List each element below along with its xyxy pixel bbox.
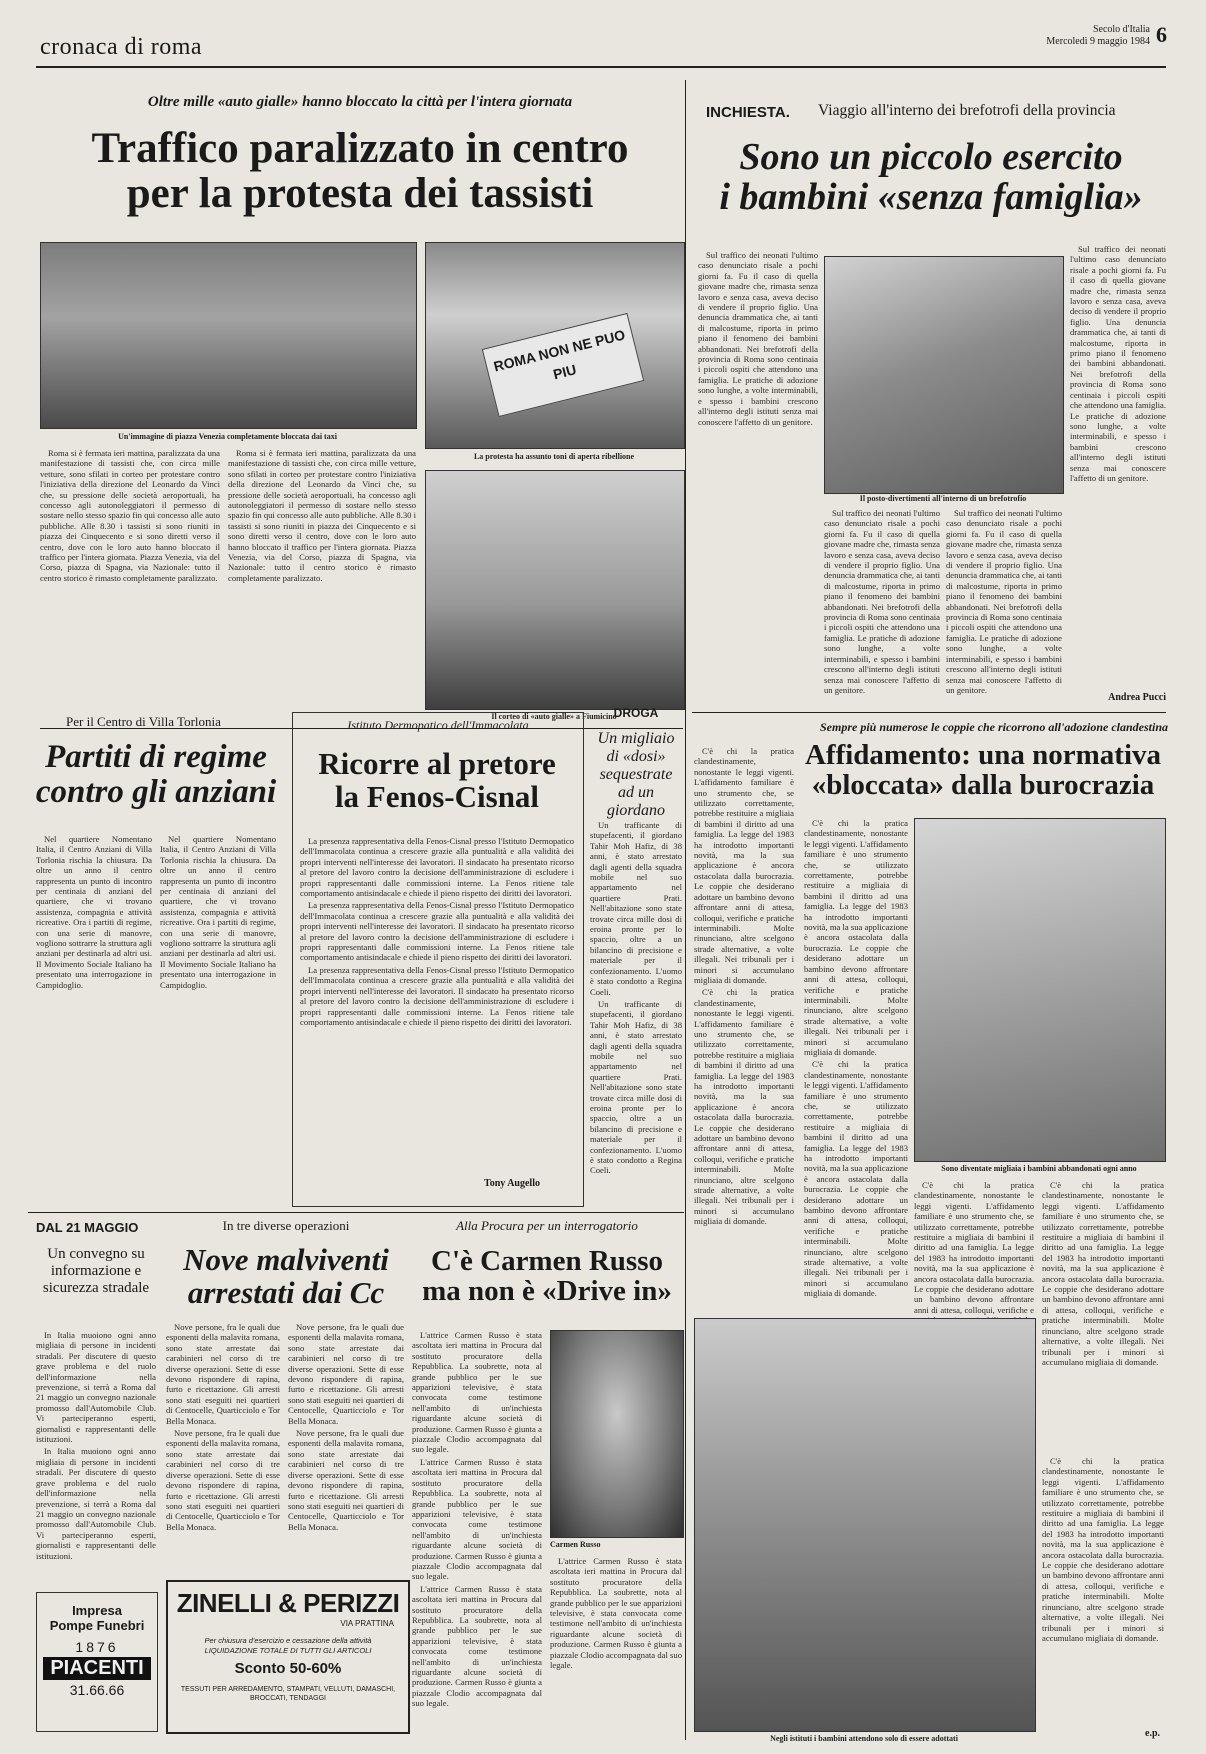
taxi-headline-line1: Traffico paralizzato in centro <box>91 125 629 172</box>
column-divider <box>685 80 686 1740</box>
fenos-kicker: Istituto Dermopatico dell'Immacolata <box>347 718 529 732</box>
adozione-headline <box>800 740 1166 801</box>
ad-name: ZINELLI & PERIZZI <box>176 1588 400 1618</box>
convegno-headline: Un convegno su informazione e sicurezza stradale <box>42 1246 150 1296</box>
adozione-body-col3: C'è chi la pratica clandestinamente, nonostante le leggi vigenti. L'affidamento familiare è uno strumento che, se utilizzato correttamente, potrebbe restituire a migliaia di bambini il diritto ad una famiglia. La legge del 1983 ha introdotto importanti novità, ma la sua applicazione è ancora ostacolata dalla burocrazia. Le coppie che desiderano adottare un bambino devono affrontare anni di attesa, colloqui, verifiche e <box>914 1180 1034 1315</box>
funebri-year: 1876 <box>75 1639 119 1655</box>
section-title: cronaca di roma <box>40 34 203 60</box>
villa-headline-line2: contro gli anziani <box>35 773 277 810</box>
malviventi-body-col2: Nove persone, fra le quali due esponenti della malavita romana, sono state arrestate dai carabinieri nel corso di tre diverse operazioni. Sette di esse devono rispondere di rapina, furto e ricettazione. Gli arresti sono stati eseguiti nei quartieri di Centocelle, Quarticciolo e Tor Bella Monaca. Nove persone, fra le quali due esponenti della malavita romana, sono state arrestate dai carabinieri nel corso di tre diverse operazioni. Sette di esse devono rispondere di rapina, furto e ricettazione. Gli arresti sono stati eseguiti nei quartieri di Centocelle, Quarticciolo e Tor Bella Monaca. <box>288 1322 404 1532</box>
photo-istituto <box>694 1318 1036 1732</box>
carmen-headline <box>412 1246 682 1307</box>
funebri-phone: 31.66.66 <box>69 1682 125 1698</box>
ad-footer: TESSUTI PER ARREDAMENTO, STAMPATI, VELLUTI, DAMASCHI, BROCCATI, TENDAGGI <box>180 1686 396 1702</box>
carmen-headline-line2: ma non è «Drive in» <box>422 1275 672 1308</box>
ad-address: VIA PRATTINA <box>340 1619 394 1628</box>
issue-date: Mercoledì 9 maggio 1984 <box>1046 36 1150 47</box>
carmen-kicker: Alla Procura per un interrogatorio <box>456 1218 638 1233</box>
section-rule <box>28 1212 684 1213</box>
malviventi-headline-line1: Nove malviventi <box>183 1242 389 1277</box>
masthead-rule <box>36 66 1166 68</box>
malviventi-kicker: In tre diverse operazioni <box>222 1218 350 1233</box>
ad-zinelli-perizzi <box>166 1580 410 1734</box>
adozione-body-col1: C'è chi la pratica clandestinamente, nonostante le leggi vigenti. L'affidamento familiare è uno strumento che, se utilizzato correttamente, potrebbe restituire a migliaia di bambini il diritto ad una famiglia. La legge del 1983 ha introdotto importanti novità, ma la sua applicazione è ancora ostacolata dalla burocrazia. Le coppie che desiderano adottare un bambino devono affrontare anni di attesa, colloqui, verifiche e pratiche interminabili. Molte rinunciano, altre scelgono strade alternative, a volte illegali. Nei tribunali per i minori si accumulano migliaia di domande. C'è chi la pratica clandestinamente, nonostante le leggi vigenti. L'affidamento familiare è uno strumento che, se utilizzato correttamente, potrebbe restituire a migliaia di bambini il diritto ad una famiglia. La legge del 1983 ha introdotto importanti novità, ma la sua applicazione è ancora ostacolata dalla burocrazia. Le coppie che desiderano adottare un bambino devono affrontare anni di attesa, colloqui, verifiche e pratiche interminabili. Molte rinunciano, altre scelgono strade alternative, a volte illegali. Nei tribunali per i minori si accumulano migliaia di domande. <box>694 746 794 1227</box>
carmen-body-col2: L'attrice Carmen Russo è stata ascoltata ieri mattina in Procura dal sostituto procuratore della Repubblica. La soubrette, nota al grande pubblico per le sue apparizioni televisive, è stata convocata come testimone nell'ambito di un'inchiesta riguardante alcune società di produzione. Carmen Russo è giunta a piazzale Clodio accompagnata dal suo legale. <box>550 1556 682 1671</box>
photo-piazza-venezia <box>40 242 417 429</box>
inchiesta-body-col3: Sul traffico dei neonati l'ultimo caso denunciato risale a pochi giorni fa. Fu il caso di quella giovane madre che, rimasta senza lavoro e senza casa, aveva deciso di vendere il proprio figlio. Una denuncia drammatica che, ai tanti di malcostume, riporta in primo piano il fenomeno dei bambini abbandonati. Nei brefotrofi della provincia di Roma sono centinaia i piccoli ospiti che attendono una famiglia. Le pratiche di adozione sono lunghe, a volte interminabili, e spesso i bambini crescono all'interno degli istituti senza mai conoscere l'affetto di un genitore. <box>946 508 1062 695</box>
droga-label: DROGA <box>613 706 659 720</box>
ad-pompe-funebri <box>36 1592 158 1732</box>
photo-brefotrofio <box>824 256 1064 494</box>
inchiesta-label: INCHIESTA. <box>706 104 790 121</box>
carmen-body-col1: L'attrice Carmen Russo è stata ascoltata ieri mattina in Procura dal sostituto procuratore della Repubblica. La soubrette, nota al grande pubblico per le sue apparizioni televisive, è stata convocata come testimone nell'ambito di un'inchiesta riguardante alcune società di produzione. Carmen Russo è giunta a piazzale Clodio accompagnata dal suo legale. L'attrice Carmen Russo è stata ascoltata ieri mattina in Procura dal sostituto procuratore della Repubblica. La soubrette, nota al grande pubblico per le sue apparizioni televisive, è stata convocata come testimone nell'ambito di un'inchiesta riguardante alcune società di produzione. Carmen Russo è giunta a piazzale Clodio accompagnata dal suo legale. L'attrice Carmen Russo è stata ascoltata ieri mattina in Procura dal sostituto procuratore della Repubblica. La soubrette, nota al grande pubblico per le sue apparizioni televisive, è stata convocata come testimone nell'ambito di un'inchiesta riguardante alcune società di produzione. Carmen Russo è giunta a piazzale Clodio accompagnata dal suo legale. <box>412 1330 542 1709</box>
ad-offer: Per chiusura d'esercizio e cessazione della attività LIQUIDAZIONE TOTALE DI TUTTI GLI ARTICOLI <box>204 1636 372 1655</box>
photo-carmen-russo <box>550 1330 684 1538</box>
newspaper-name: Secolo d'Italia <box>1092 24 1150 35</box>
taxi-body-col2: Roma si è fermata ieri mattina, paralizzata da una manifestazione di tassisti che, con circa mille vetture, sono sfilati in corteo per protestare contro l'iniziativa della direzione del Leonardo da Vinci che, su pressione delle società aeroportuali, ha concesso agli autonoleggiatori il permesso di sostare nello stesso spazio fin qui concesso alle auto pubbliche. Alle 8.30 i tassisti si sono riuniti in piazza dei Cinquecento e si sono diretti verso il centro, dove con le loro auto hanno bloccato il traffico per l'intera giornata. Piazza Venezia, via del Corso, piazza di Spagna, via Nazionale: tutto il centro storico è rimasto completamente paralizzato. <box>228 448 416 583</box>
adozione-body-col5: C'è chi la pratica clandestinamente, nonostante le leggi vigenti. L'affidamento familiare è uno strumento che, se utilizzato correttamente, potrebbe restituire a migliaia di bambini il diritto ad una famiglia. La legge del 1983 ha introdotto importanti novità, ma la sua applicazione è ancora ostacolata dalla burocrazia. Le coppie che desiderano adottare un bambino devono affrontare anni di attesa, colloqui, verifiche e pratiche interminabili. Molte rinunciano, altre scelgono strade alternative, a volte illegali. Nei tribunali per i minori si accumulano migliaia di domande. <box>1042 1456 1164 1643</box>
fenos-headline-line1: Ricorre al pretore <box>318 746 556 781</box>
caption-brefotrofio: Il posto-divertimenti all'interno di un brefotrofio <box>859 494 1027 503</box>
inchiesta-body-col1: Sul traffico dei neonati l'ultimo caso denunciato risale a pochi giorni fa. Fu il caso di quella giovane madre che, rimasta senza lavoro e senza casa, aveva deciso di vendere il proprio figlio. Una denuncia drammatica che, ai tanti di malcostume, riporta in primo piano il fenomeno dei bambini abbandonati. Nei brefotrofi della provincia di Roma sono centinaia i piccoli ospiti che attendono una famiglia. Le pratiche di adozione sono lunghe, a volte interminabili, e spesso i bambini crescono all'interno degli istituti senza mai conoscere l'affetto di un genitore. <box>698 250 818 427</box>
convegno-body: In Italia muoiono ogni anno migliaia di persone in incidenti stradali. Per discutere di questo grave problema e del ruolo dell'informazione nella prevenzione, si terrà a Roma dal 21 maggio un convegno nazionale promosso dall'Automobile Club. Vi parteciperanno esperti, giornalisti e rappresentanti delle istituzioni. In Italia muoiono ogni anno migliaia di persone in incidenti stradali. Per discutere di questo grave problema e del ruolo dell'informazione nella prevenzione, si terrà a Roma dal 21 maggio un convegno nazionale promosso dall'Automobile Club. Vi parteciperanno esperti, giornalisti e rappresentanti delle istituzioni. <box>36 1330 156 1561</box>
droga-headline: Un migliaio di «dosi» sequestrate ad un giordano <box>597 730 675 819</box>
inchiesta-body-col4: Sul traffico dei neonati l'ultimo caso denunciato risale a pochi giorni fa. Fu il caso di quella giovane madre che, rimasta senza lavoro e senza casa, aveva deciso di vendere il proprio figlio. Una denuncia drammatica che, ai tanti di malcostume, riporta in primo piano il fenomeno dei bambini abbandonati. Nei brefotrofi della provincia di Roma sono centinaia i piccoli ospiti che attendono una famiglia. Le pratiche di adozione sono lunghe, a volte interminabili, e spesso i bambini crescono all'interno degli istituti senza mai conoscere l'affetto di un genitore. <box>1070 244 1166 483</box>
adozione-body-col2: C'è chi la pratica clandestinamente, nonostante le leggi vigenti. L'affidamento familiare è uno strumento che, se utilizzato correttamente, potrebbe restituire a migliaia di bambini il diritto ad una famiglia. La legge del 1983 ha introdotto importanti novità, ma la sua applicazione è ancora ostacolata dalla burocrazia. Le coppie che desiderano adottare un bambino devono affrontare anni di attesa, colloqui, verifiche e pratiche interminabili. Molte rinunciano, altre scelgono strade alternative, a volte illegali. Nei tribunali per i minori si accumulano migliaia di domande. C'è chi la pratica clandestinamente, nonostante le leggi vigenti. L'affidamento familiare è uno strumento che, se utilizzato correttamente, potrebbe restituire a migliaia di bambini il diritto ad una famiglia. La legge del 1983 ha introdotto importanti novità, ma la sua applicazione è ancora ostacolata dalla burocrazia. Le coppie che desiderano adottare un bambino devono affrontare anni di attesa, colloqui, verifiche e pratiche interminabili. Molte rinunciano, altre scelgono strade alternative, a volte illegali. Nei tribunali per i minori si accumulano migliaia di domande. <box>804 818 909 1299</box>
caption-fiumicino: Il corteo di «auto gialle» a Fiumicino <box>491 712 617 721</box>
photo-fiumicino <box>425 470 685 710</box>
fenos-headline <box>296 748 578 813</box>
taxi-kicker: Oltre mille «auto gialle» hanno bloccato la città per l'intera giornata <box>147 94 573 110</box>
page-number: 6 <box>1156 22 1167 47</box>
funebri-line2: Pompe Funebri <box>49 1618 145 1633</box>
taxi-body-col1: Roma si è fermata ieri mattina, paralizzata da una manifestazione di tassisti che, con circa mille vetture, sono sfilati in corteo per protestare contro l'iniziativa della direzione del Leonardo da Vinci che, su pressione delle società aeroportuali, ha concesso agli autonoleggiatori il permesso di sostare nello stesso spazio fin qui concesso alle auto pubbliche. Alle 8.30 i tassisti si sono riuniti in piazza dei Cinquecento e si sono diretti verso il centro, dove con le loro auto hanno bloccato il traffico per l'intera giornata. Piazza Venezia, via del Corso, piazza di Spagna, via Nazionale: tutto il centro storico è rimasto completamente paralizzato. <box>40 448 220 583</box>
droga-body: Un trafficante di stupefacenti, il giordano Tahir Moh Hafiz, di 38 anni, è stato arrestato dagli agenti della squadra mobile nel suo appartamento nel quartiere Prati. Nell'abitazione sono state trovate circa mille dosi di eroina pronte per lo spaccio, oltre a un bilancino di precisione e materiale per il confezionamento. L'uomo è stato condotto a Regina Coeli. Un trafficante di stupefacenti, il giordano Tahir Moh Hafiz, di 38 anni, è stato arrestato dagli agenti della squadra mobile nel suo appartamento nel quartiere Prati. Nell'abitazione sono state trovate circa mille dosi di eroina pronte per lo spaccio, oltre a un bilancino di precisione e materiale per il confezionamento. L'uomo è stato condotto a Regina Coeli. <box>590 820 682 1176</box>
protest-sign: ROMA NON NE PUO PIU <box>482 313 644 417</box>
adozione-headline-line2: «bloccata» dalla burocrazia <box>811 769 1155 802</box>
fenos-body: La presenza rappresentativa della Fenos-Cisnal presso l'Istituto Dermopatico dell'Immacolata continua a crescere grazie alla puntualità e alla validità dei propri interventi nell'interesse dei lavoratori. Il sindacato ha presentato ricorso al pretore del lavoro contro la decisione dell'amministrazione di escludere i propri rappresentanti dalle commissioni interne. La Fenos ritiene tale comportamento antisindacale e chiede il pieno rispetto dei diritti dei lavoratori. La presenza rappresentativa della Fenos-Cisnal presso l'Istituto Dermopatico dell'Immacolata continua a crescere grazie alla puntualità e alla validità dei propri interventi nell'interesse dei lavoratori. Il sindacato ha presentato ricorso al pretore del lavoro contro la decisione dell'amministrazione di escludere i propri rappresentanti dalle commissioni interne. La Fenos ritiene tale comportamento antisindacale e chiede il pieno rispetto dei diritti dei lavoratori. La presenza rappresentativa della Fenos-Cisnal presso l'Istituto Dermopatico dell'Immacolata continua a crescere grazie alla puntualità e alla validità dei propri interventi nell'interesse dei lavoratori. Il sindacato ha presentato ricorso al pretore del lavoro contro la decisione dell'amministrazione di escludere i propri rappresentanti dalle commissioni interne. La Fenos ritiene tale comportamento antisindacale e chiede il pieno rispetto dei diritti dei lavoratori. <box>300 836 574 1027</box>
caption-protest: La protesta ha assunto toni di aperta ribellione <box>473 452 635 461</box>
caption-piazza-venezia: Un'immagine di piazza Venezia completamente bloccata dai taxi <box>118 432 337 441</box>
villa-body-col1: Nel quartiere Nomentano Italia, il Centro Anziani di Villa Torlonia rischia la chiusura. Da oltre un anno il centro rappresenta un punto di incontro per centinaia di anziani del quartiere, che vi trovano assistenza, compagnia e attività ricreative. Ora i partiti di regime, con una serie di manovre, vogliono sottrarre la struttura agli anziani per destinarla ad altri usi. Il Movimento Sociale Italiano ha presentato una interrogazione in Campidoglio. <box>36 834 152 990</box>
taxi-headline <box>40 126 680 216</box>
caption-carmen-russo: Carmen Russo <box>550 1540 601 1549</box>
adozione-body-col4: C'è chi la pratica clandestinamente, nonostante le leggi vigenti. L'affidamento familiare è uno strumento che, se utilizzato correttamente, potrebbe restituire a migliaia di bambini il diritto ad una famiglia. La legge del 1983 ha introdotto importanti novità, ma la sua applicazione è ancora ostacolata dalla burocrazia. Le coppie che desiderano adottare un bambino devono affrontare anni di attesa, colloqui, verifiche e pratiche interminabili. Molte rinunciano, altre scelgono strade alternative, a volte illegali. Nei tribunali per i minori si accumulano migliaia di domande. <box>1042 1180 1164 1367</box>
photo-bambino <box>914 818 1166 1162</box>
malviventi-headline <box>166 1244 406 1309</box>
inchiesta-author: Andrea Pucci <box>1108 692 1166 703</box>
section-rule <box>692 712 1166 713</box>
villa-kicker: Per il Centro di Villa Torlonia <box>66 714 221 729</box>
villa-headline-line1: Partiti di regime <box>45 739 267 775</box>
carmen-headline-line1: C'è Carmen Russo <box>431 1245 663 1277</box>
fenos-author: Tony Augello <box>483 1178 540 1189</box>
funebri-line1: Impresa <box>72 1603 122 1618</box>
inchiesta-headline-line2: i bambini «senza famiglia» <box>719 175 1143 218</box>
adozione-headline-line1: Affidamento: una normativa <box>804 739 1162 771</box>
inchiesta-headline-line1: Sono un piccolo esercito <box>739 136 1123 178</box>
funebri-name: PIACENTI <box>43 1657 151 1680</box>
adozione-author: e.p. <box>1145 1728 1160 1739</box>
caption-bambino: Sono diventate migliaia i bambini abbandonati ogni anno <box>941 1164 1137 1173</box>
convegno-label: DAL 21 MAGGIO <box>36 1220 139 1235</box>
adozione-kicker: Sempre più numerose le coppie che ricorrono all'adozione clandestina <box>819 720 1168 734</box>
inchiesta-kicker: Viaggio all'interno dei brefotrofi della provincia <box>818 102 1116 119</box>
villa-headline <box>28 740 284 809</box>
taxi-headline-line2: per la protesta dei tassisti <box>126 170 594 218</box>
malviventi-headline-line2: arrestati dai Cc <box>187 1274 385 1310</box>
inchiesta-body-col2: Sul traffico dei neonati l'ultimo caso denunciato risale a pochi giorni fa. Fu il caso di quella giovane madre che, rimasta senza lavoro e senza casa, aveva deciso di vendere il proprio figlio. Una denuncia drammatica che, ai tanti di malcostume, riporta in primo piano il fenomeno dei bambini abbandonati. Nei brefotrofi della provincia di Roma sono centinaia i piccoli ospiti che attendono una famiglia. Le pratiche di adozione sono lunghe, a volte interminabili, e spesso i bambini crescono all'interno degli istituti senza mai conoscere l'affetto di un genitore. <box>824 508 940 695</box>
ad-discount: Sconto 50-60% <box>234 1660 342 1677</box>
inchiesta-headline <box>698 138 1164 218</box>
villa-body-col2: Nel quartiere Nomentano Italia, il Centro Anziani di Villa Torlonia rischia la chiusura. Da oltre un anno il centro rappresenta un punto di incontro per centinaia di anziani del quartiere, che vi trovano assistenza, compagnia e attività ricreative. Ora i partiti di regime, con una serie di manovre, vogliono sottrarre la struttura agli anziani per destinarla ad altri usi. Il Movimento Sociale Italiano ha presentato una interrogazione in Campidoglio. <box>160 834 276 990</box>
malviventi-body-col1: Nove persone, fra le quali due esponenti della malavita romana, sono state arrestate dai carabinieri nel corso di tre diverse operazioni. Sette di esse devono rispondere di rapina, furto e ricettazione. Gli arresti sono stati eseguiti nei quartieri di Centocelle, Quarticciolo e Tor Bella Monaca. Nove persone, fra le quali due esponenti della malavita romana, sono state arrestate dai carabinieri nel corso di tre diverse operazioni. Sette di esse devono rispondere di rapina, furto e ricettazione. Gli arresti sono stati eseguiti nei quartieri di Centocelle, Quarticciolo e Tor Bella Monaca. <box>166 1322 280 1532</box>
caption-istituto: Negli istituti i bambini attendono solo di essere adottati <box>770 1734 958 1743</box>
fenos-headline-line2: la Fenos-Cisnal <box>334 778 540 814</box>
